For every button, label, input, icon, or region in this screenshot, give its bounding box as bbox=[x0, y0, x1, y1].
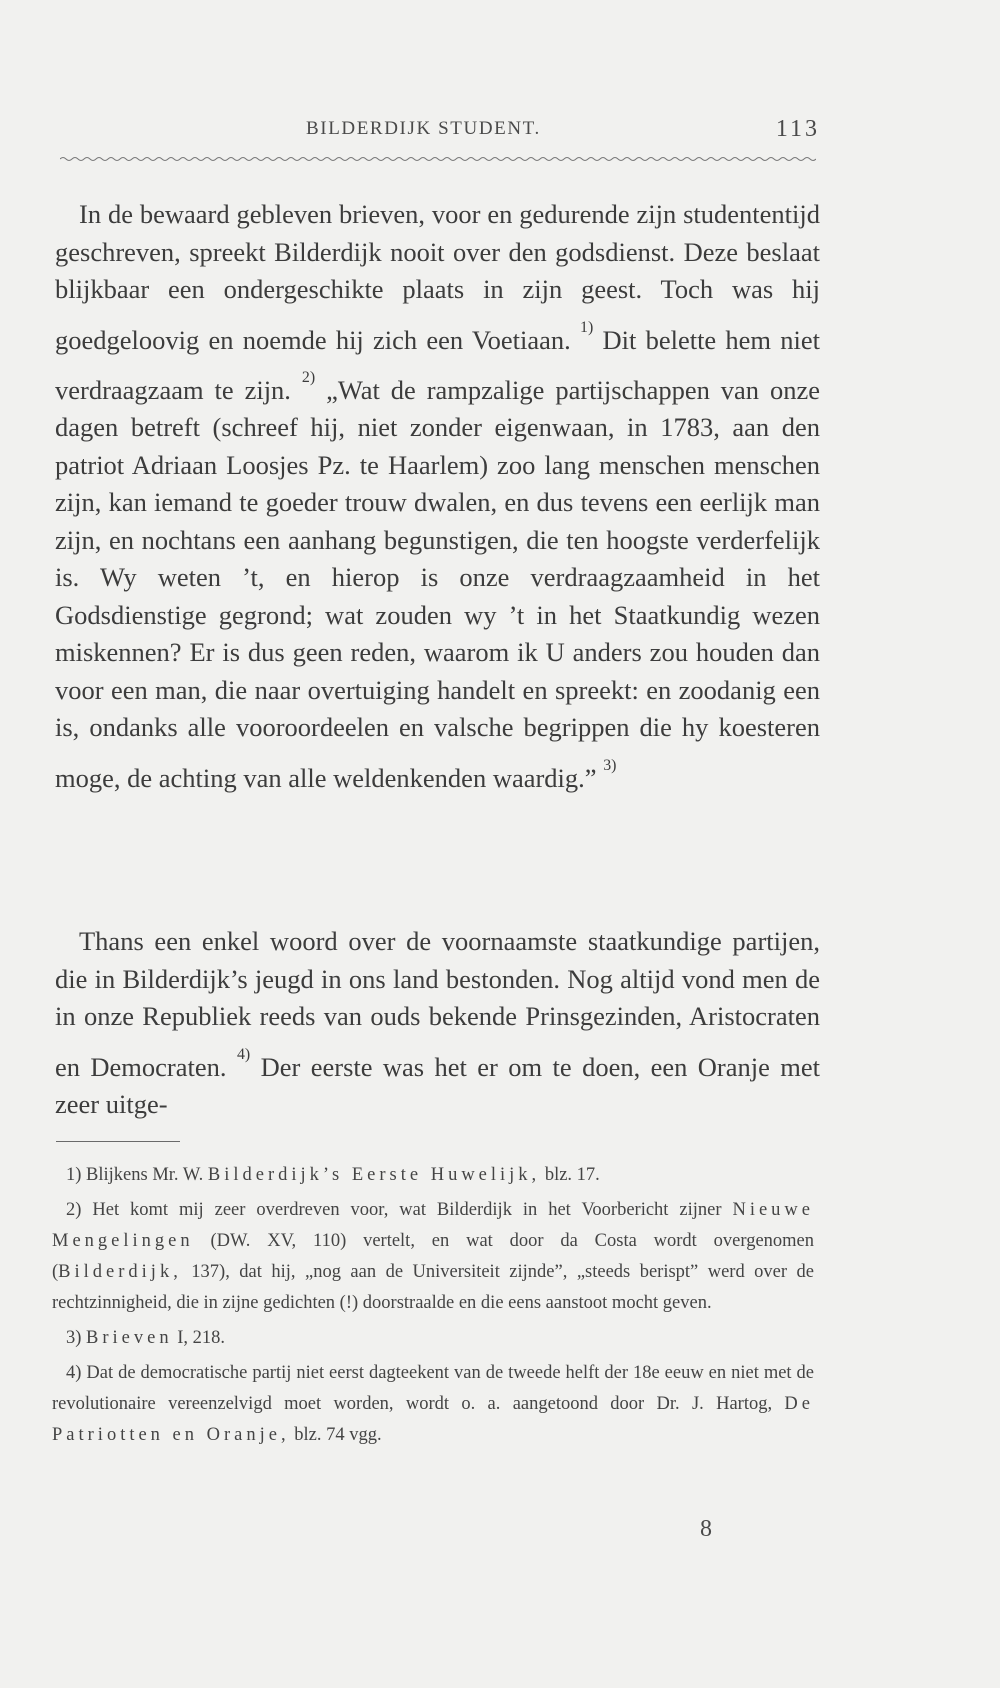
footnote-2-title: Nieuwe Mengelingen bbox=[52, 1200, 814, 1251]
footnote-separator bbox=[56, 1141, 180, 1142]
footnote-4-text-b: blz. 74 vgg. bbox=[294, 1425, 382, 1445]
footnote-2-text: Het komt mij zeer overdreven voor, wat Bilderdijk in het Voorbericht zijner bbox=[92, 1200, 722, 1220]
paragraph-1-quote: „Wat de rampzalige partijschappen van onze dagen betreft (schreef hij, niet zonder eigenwaan, in 1783, aan den patriot Adriaan Loosjes Pz. te Haarlem) zoo lang menschen menschen zijn, kan iemand te goeder trouw dwalen, en dus tevens een eerlijk man zijn, en nochtans een aanhang begunstigen, die ten hoogste verderfelijk is. Wy weten ’t, en hierop is onze verdraagzaamheid in het Godsdienstige gegrond; wat zouden wy ’t in het Staatkundig wezen miskennen? Er is dus geen reden, waarom ik U anders zou houden dan voor een man, die naar overtuiging handelt en spreekt: en zoodanig een is, ondanks alle vooroordeelen en valsche begrippen die hy koesteren moge, de achting van alle weldenkenden waardig.” bbox=[55, 374, 821, 793]
footnote-ref-4: 4) bbox=[236, 1045, 251, 1063]
footnote-3 bbox=[52, 1323, 814, 1354]
footnote-2-mark: 2) bbox=[66, 1200, 82, 1220]
footnote-ref-2: 2) bbox=[301, 368, 316, 386]
footnote-ref-3: 3) bbox=[603, 756, 617, 774]
page-number: 113 bbox=[775, 116, 820, 142]
paragraph-2-text-b: Der eerste was het er om te doen, een Oranje met zeer uitge- bbox=[55, 1051, 821, 1119]
footnote-1-text-b: blz. 17. bbox=[544, 1165, 600, 1185]
footnote-4-mark: 4) bbox=[66, 1363, 82, 1383]
footnote-4-text: Dat de democratische partij niet eerst dagteekent van de tweede helft der 18e eeuw en niet met de revolutionaire vereenzelvigd moet worden, wordt o. a. aangetoond door Dr. J. Hartog, bbox=[52, 1363, 814, 1414]
footnote-1 bbox=[52, 1160, 814, 1191]
footnote-2-text-c: 137), dat hij, „nog aan de Universiteit zijnde”, „steeds berispt” werd over de rechtzinnigheid, die in zijne gedichten (!) doorstraalde en die eens aanstoot mocht geven. bbox=[52, 1262, 814, 1313]
footnote-2-text-b: (DW. XV, 110) vertelt, en wat door da Costa wordt overgenomen ( bbox=[52, 1231, 815, 1282]
footnotes bbox=[52, 1160, 814, 1455]
footnote-2-author: Bilderdijk, bbox=[58, 1262, 182, 1282]
running-head bbox=[60, 118, 820, 148]
footnote-1-title: Bilderdijk’s Eerste Huwelijk, bbox=[207, 1165, 541, 1185]
footnote-3-mark: 3) bbox=[66, 1328, 82, 1348]
paragraph-1 bbox=[55, 196, 820, 797]
footnote-ref-1: 1) bbox=[580, 318, 594, 336]
paragraph-1-text-b: Dit belette hem niet verdraagzaam te zijn. bbox=[55, 324, 821, 405]
footnote-3-text: I, 218. bbox=[177, 1328, 226, 1348]
footnote-1-text: Blijkens Mr. W. bbox=[86, 1165, 204, 1185]
wavy-header-rule bbox=[60, 156, 816, 162]
paragraph-2-text: Thans een enkel woord over de voornaamste staatkundige partijen, die in Bilderdijk’s jeugd in ons land bestonden. Nog altijd vond men de in onze Republiek reeds van ouds bekende Prinsgezinden, Aristocraten en Democraten. bbox=[55, 926, 820, 1082]
footnote-4-title: De Patriotten en Oranje, bbox=[52, 1394, 814, 1445]
paragraph-1-text: In de bewaard gebleven brieven, voor en gedurende zijn studententijd geschreven, spreekt Bilderdijk nooit over den godsdienst. Deze beslaat blijkbaar een ondergeschikte plaats in zijn geest. Toch was hij goedgeloovig en noemde hij zich een Voetiaan. bbox=[55, 199, 820, 355]
footnote-2 bbox=[52, 1195, 814, 1319]
running-title: BILDERDIJK STUDENT. bbox=[306, 118, 541, 139]
footnote-1-mark: 1) bbox=[66, 1165, 82, 1185]
paragraph-2 bbox=[55, 923, 820, 1123]
signature-mark: 8 bbox=[700, 1516, 712, 1542]
footnote-4 bbox=[52, 1358, 814, 1451]
footnote-3-title: Brieven bbox=[86, 1328, 173, 1348]
